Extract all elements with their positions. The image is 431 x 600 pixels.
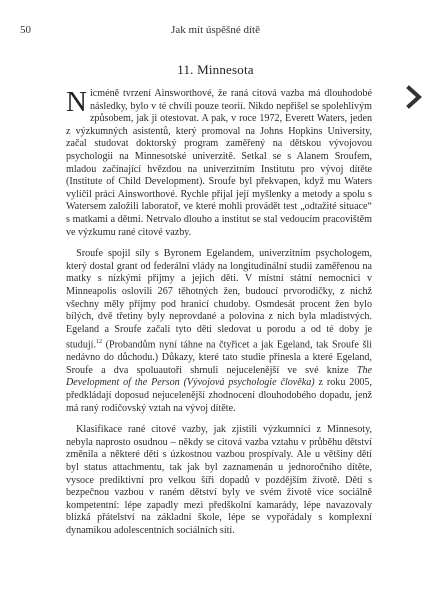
paragraph-2-text-c: z roku 2005, předkládají doposud nejucelenější zhodnocení dlouhodobého dopadu, jenž má raný rodičovský vztah na vývoj dítěte. <box>66 377 372 414</box>
chevron-right-icon <box>403 84 425 110</box>
chapter-title: 11. Minnesota <box>177 62 254 77</box>
paragraph-3-text: Klasifikace rané citové vazby, jak zjistili výzkumníci z Minnesoty, nebyla naprosto osudnou – někdy se citová vazba vztahu v průběhu dětství změnila a některé děti s úzkostnou vazbou prospívaly. Ale u většiny dětí byl status attachmentu, tak jak byl zaznamenán u jednoročního dítěte, vysoce prediktivní pro velkou šíři dopadů v pozdějším životě. Děti s bezpečnou vazbou v raném dětství byly ve svém životě více sociálně kompetentní: lépe zapadly mezi předškolní kamarády, lépe navazovaly blízká přátelství na základní škole, lépe se vypořádaly s komplexní dynamikou adolescentních sociálních sítí. <box>66 424 372 536</box>
paragraph-1 <box>66 88 372 239</box>
paragraph-2-text-b: (Probandům nyní táhne na čtyřicet a jak Egeland, tak Sroufe šli nedávno do důchodu.) Důkazy, které tato studie přinesla a které Egeland, Sroufe a dva spoluautoři shrnuli nejucelenější ve své knize <box>66 339 372 376</box>
page-number: 50 <box>20 24 31 36</box>
paragraph-2-text-a: Sroufe spojil síly s Byronem Egelandem, univerzitním psychologem, který dostal grant od federální vlády na longitudinální studii zaměřenou na matky s nízkými příjmy a jejich děti. V místní státní nemocnici v Minneapolis oslovili 267 těhotných žen, budoucí prvorodičky, z nichž všechny měly příjmy pod hranicí chudoby. Osmdesát procent žen bylo bílých, dvě třetiny byly neprovdané a polovina z nich byla mladistvých. Egeland a Sroufe začali tyto děti sledovat u porodu a od té doby je studují. <box>66 248 372 351</box>
book-title: The Development of the Person (Vývojová psychologie člověka) <box>66 364 372 389</box>
paragraph-1-text: icméně tvrzení Ainsworthové, že raná citová vazba má dlouhodobé následky, bylo v té chvíli pouze teorií. Nikdo nepřišel se spolehlivým způsobem, jak ji otestovat. A pak, v roce 1972, Everett Waters, jeden z výzkumných asistentů, který promoval na Johns Hopkins University, začal studovat doktorský program zaměřený na dětskou vývojovou psychologii na Minnesotské univerzitě. Setkal se s Alanem Sroufem, mladou začínající hvězdou na univerzitním Institutu pro vývoj dítěte (Institute of Child Development). Sroufe byl překvapen, když mu Waters vylíčil práci Ainsworthové. Rychle přijal její myšlenky a metody a spolu s Watersem založili laboratoř, ve které mohli provádět test „odtažité situace“ s matkami a dětmi. Netrvalo dlouho a institut se stal vedoucím pracovištěm ve výzkumu rané citové vazby. <box>66 88 372 238</box>
body-text <box>66 88 372 547</box>
next-page-button[interactable] <box>403 84 425 110</box>
running-head: Jak mít úspěšné dítě <box>171 24 260 36</box>
footnote-ref[interactable]: 12 <box>96 339 103 346</box>
paragraph-2 <box>66 248 372 415</box>
drop-cap: N <box>66 86 87 118</box>
paragraph-3 <box>66 424 372 537</box>
